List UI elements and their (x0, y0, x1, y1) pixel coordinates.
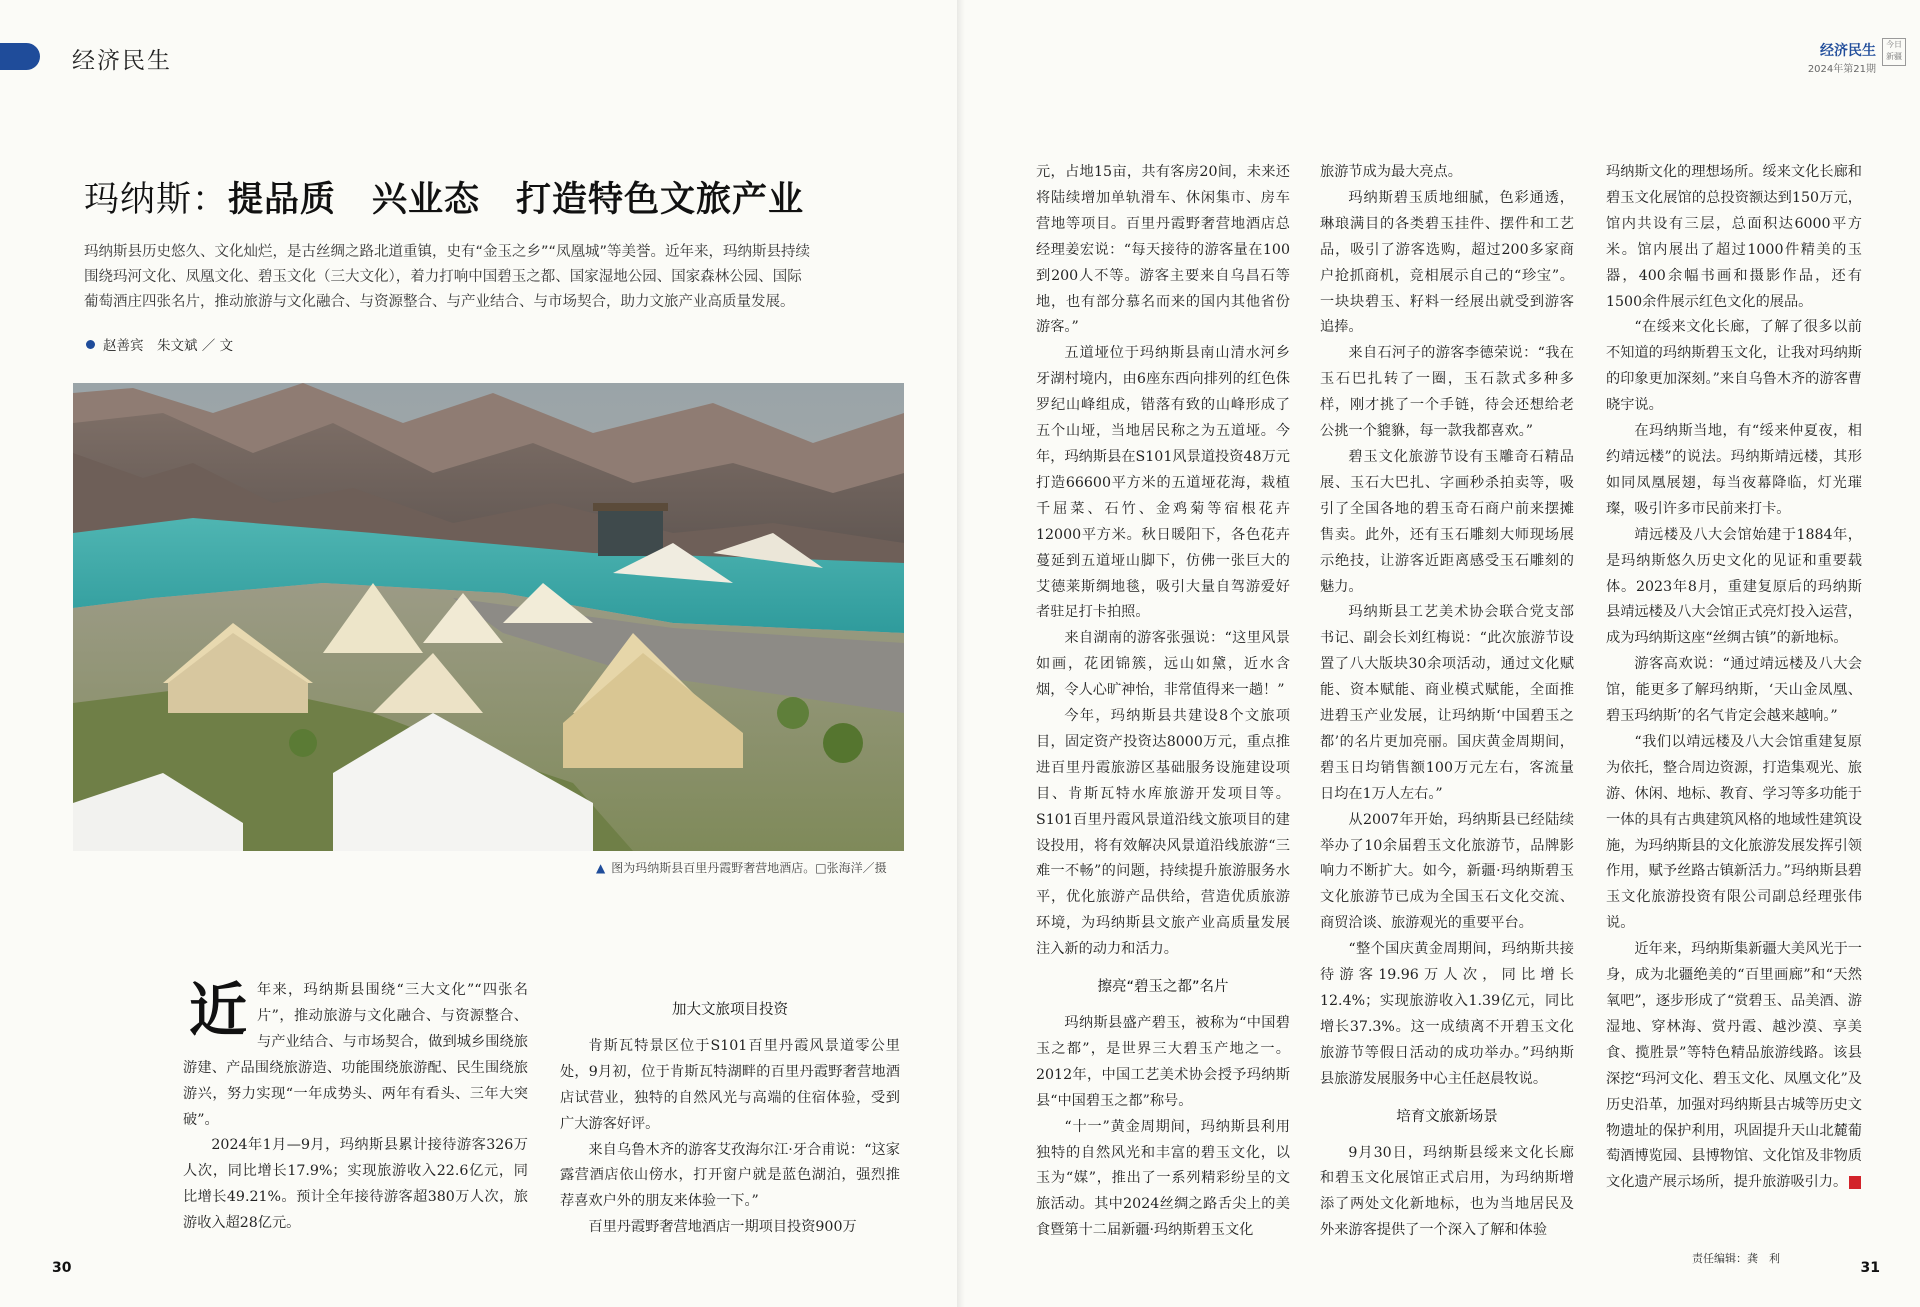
drop-cap: 近 (188, 976, 247, 1044)
paragraph: 靖远楼及八大会馆始建于1884年，是玛纳斯悠久历史文化的见证和重要载体。2023年8月，重建复原后的玛纳斯县靖远楼及八大会馆正式亮灯投入运营，成为玛纳斯这座“丝绸古镇”的新地标。 (1606, 526, 1862, 647)
text-column-2 (560, 998, 900, 1241)
paragraph: 玛纳斯碧玉质地细腻，色彩通透，琳琅满目的各类碧玉挂件、摆件和工艺品，吸引了游客选购，超过200多家商户抢抓商机，竞相展示自己的“珍宝”。一块块碧玉、籽料一经展出就受到游客追捧。 (1320, 189, 1574, 336)
paragraph: 游客高欢说：“通过靖远楼及八大会馆，能更多了解玛纳斯，‘天山金凤凰、碧玉玛纳斯’的名气肯定会越来越响。” (1606, 656, 1862, 725)
paragraph: 来自石河子的游客李德荣说：“我在玉石巴扎转了一圈，玉石款式多种多样，刚才挑了一个手链，待会还想给老公挑一个貔貅，每一款我都喜欢。” (1320, 345, 1574, 440)
issue-number: 2024年第21期 (1807, 64, 1876, 75)
end-mark-icon (1849, 1176, 1861, 1189)
paragraph: 来自湖南的游客张强说：“这里风景如画，花团锦簇，远山如黛，近水含烟，令人心旷神怡，非常值得来一趟！” (1036, 630, 1290, 699)
paragraph: 旅游节成为最大亮点。 (1320, 164, 1462, 180)
paragraph: 玛纳斯县工艺美术协会联合党支部书记、副会长刘红梅说：“此次旅游节设置了八大版块30余项活动，通过文化赋能、资本赋能、商业模式赋能，全面推进碧玉产业发展，让玛纳斯‘中国碧玉之都’的名片更加亮丽。国庆黄金周期间，碧玉日均销售额100万元左右，客流量日均在1万人左右。” (1320, 604, 1574, 802)
paragraph: 玛纳斯县盛产碧玉，被称为“中国碧玉之都”，是世界三大碧玉产地之一。2012年，中国工艺美术协会授予玛纳斯县“中国碧玉之都”称号。 (1036, 1015, 1290, 1109)
page-number-right: 31 (1860, 1260, 1880, 1276)
section-title-right: 经济民生 (1820, 43, 1876, 59)
header-right (1808, 40, 1876, 75)
paragraph: 9月30日，玛纳斯县绥来文化长廊和碧玉文化展馆正式启用，为玛纳斯增添了两处文化新地标，也为当地居民及外来游客提供了一个深入了解和体验 (1320, 1144, 1574, 1239)
subheading: 培育文旅新场景 (1396, 1108, 1498, 1125)
subheading: 擦亮“碧玉之都”名片 (1097, 979, 1229, 996)
paragraph: 元，占地15亩，共有客房20间，未来还将陆续增加单轨滑车、休闲集市、房车营地等项目。百里丹霞野奢营地酒店总经理姜宏说：“每天接待的游客量在100到200人不等。游客主要来自乌昌石等地，也有部分慕名而来的国内其他省份游客。” (1036, 164, 1290, 336)
article-title (84, 172, 804, 222)
text-column-3 (1036, 160, 1290, 1244)
byline (86, 334, 233, 354)
paragraph (1606, 937, 1862, 1196)
paragraph: 来自乌鲁木齐的游客艾孜海尔江·牙合甫说：“这家露营酒店依山傍水，打开窗户就是蓝色湖泊，强烈推荐喜欢户外的朋友来体验一下。” (560, 1141, 900, 1210)
glamping-camp-photo (73, 383, 904, 851)
paragraph: “十一”黄金周期间，玛纳斯县利用独特的自然风光和丰富的碧玉文化，以玉为“媒”，推出了一系列精彩纷呈的文旅活动。其中2024丝绸之路舌尖上的美食暨第十二届新疆·玛纳斯碧玉文化 (1036, 1118, 1290, 1239)
paragraph: 年来，玛纳斯县围绕“三大文化”“四张名片”，推动旅游与文化融合、与资源整合、与产业结合、与市场契合，做到城乡围绕旅游建、产品围绕旅游造、功能围绕旅游配、民生围绕旅游兴，努力实现“一年成势头、两年有看头、三年大突破”。 (183, 982, 528, 1128)
paragraph: 玛纳斯文化的理想场所。绥来文化长廊和碧玉文化展馆的总投资额达到150万元，馆内共设有三层，总面积达6000平方米。馆内展出了超过1000件精美的玉器，400余幅书画和摄影作品，还有1500余件展示红色文化的展品。 (1606, 164, 1862, 310)
article-lead: 玛纳斯县历史悠久、文化灿烂，是古丝绸之路北道重镇，史有“金玉之乡”“凤凰城”等美誉。近年来，玛纳斯县持续围绕玛河文化、凤凰文化、碧玉文化（三大文化），着力打响中国碧玉之都、国家湿地公园、国家森林公园、国际葡萄酒庄四张名片，推动旅游与文化融合、与资源整合、与产业结合、与市场契合，助力文旅产业高质量发展。 (84, 244, 811, 310)
magazine-logo (1882, 38, 1906, 66)
text-column-5 (1606, 160, 1862, 1196)
paragraph: “整个国庆黄金周期间，玛纳斯共接待游客19.96万人次，同比增长12.4%；实现旅游收入1.39亿元，同比增长37.3%。这一成绩离不开碧玉文化旅游节等假日活动的成功举办。”玛纳斯县旅游发展服务中心主任赵晨牧说。 (1320, 941, 1574, 1087)
responsible-editor: 责任编辑：龚 利 (1692, 1252, 1780, 1265)
paragraph: 肯斯瓦特景区位于S101百里丹霞风景道零公里处，9月初，位于肯斯瓦特湖畔的百里丹霞野奢营地酒店试营业，独特的自然风光与高端的住宿体验，受到广大游客好评。 (560, 1037, 900, 1132)
caption-triangle-icon: ▲ (596, 861, 606, 875)
section-title-left: 经济民生 (72, 48, 172, 74)
article-title-prefix: 玛纳斯： (84, 180, 229, 220)
article-title-main: 提品质 兴业态 打造特色文旅产业 (228, 180, 805, 220)
article-photo (73, 383, 904, 851)
byline-dot-icon (86, 340, 95, 349)
paragraph: 今年，玛纳斯县共建设8个文旅项目，固定资产投资达8000万元，重点推进百里丹霞旅游区基础服务设施建设项目、肯斯瓦特水库旅游开发项目等。S101百里丹霞风景道沿线文旅项目的建设投用，将有效解决风景道沿线旅游“三难一不畅”的问题，持续提升旅游服务水平，优化旅游产品供给，营造优质旅游环境，为玛纳斯县文旅产业高质量发展注入新的动力和活力。 (1036, 708, 1290, 958)
paragraph: 五道垭位于玛纳斯县南山清水河乡牙湖村境内，由6座东西向排列的红色侏罗纪山峰组成，错落有致的山峰形成了五个山垭，当地居民称之为五道垭。今年，玛纳斯县在S101风景道投资48万元打造66600平方米的五道垭花海，栽植千屈菜、石竹、金鸡菊等宿根花卉12000平方米。秋日暖阳下，各色花卉蔓延到五道垭山脚下，仿佛一张巨大的艾德莱斯绸地毯，吸引大量自驾游爱好者驻足打卡拍照。 (1036, 345, 1290, 621)
paragraph: 碧玉文化旅游节设有玉雕奇石精品展、玉石大巴扎、字画秒杀拍卖等，吸引了全国各地的碧玉奇石商户前来摆摊售卖。此外，还有玉石雕刻大师现场展示绝技，让游客近距离感受玉石雕刻的魅力。 (1320, 448, 1574, 595)
section-tab-marker (0, 43, 40, 70)
paragraph-text: 近年来，玛纳斯集新疆大美风光于一身，成为北疆绝美的“百里画廊”和“天然氧吧”，逐步形成了“赏碧玉、品美酒、游湿地、穿林海、赏丹霞、越沙漠、享美食、揽胜景”等特色精品旅游线路。该县深挖“玛河文化、碧玉文化、凤凰文化”及历史沿革，加强对玛纳斯县古城等历史文物遗址的保护利用，巩固提升天山北麓葡萄酒博览园、县博物馆、文化馆及非物质文化遗产展示场所，提升旅游吸引力。 (1606, 941, 1862, 1191)
page-number-left: 30 (52, 1260, 72, 1276)
byline-text: 赵善宾 朱文斌 ／ 文 (103, 338, 234, 354)
paragraph: 从2007年开始，玛纳斯县已经陆续举办了10余届碧玉文化旅游节，品牌影响力不断扩大。如今，新疆·玛纳斯碧玉文化旅游节已成为全国玉石文化交流、商贸洽谈、旅游观光的重要平台。 (1320, 811, 1574, 932)
photo-caption (596, 859, 887, 876)
paragraph: “在绥来文化长廊，了解了很多以前不知道的玛纳斯碧玉文化，让我对玛纳斯的印象更加深刻。”来自乌鲁木齐的游客曹晓宇说。 (1606, 319, 1862, 414)
text-column-4 (1320, 160, 1574, 1244)
text-column-1 (183, 978, 528, 1237)
paragraph: 在玛纳斯当地，有“绥来仲夏夜，相约靖远楼”的说法。玛纳斯靖远楼，其形如同凤凰展翅，每当夜幕降临，灯光璀璨，吸引许多市民前来打卡。 (1606, 423, 1862, 517)
subheading: 加大文旅项目投资 (672, 1002, 788, 1018)
magazine-logo-text: 今日新疆 (1886, 40, 1902, 61)
paragraph: “我们以靖远楼及八大会馆重建复原为依托，整合周边资源，打造集观光、旅游、休闲、地标、教育、学习等多功能于一体的具有古典建筑风格的地域性建筑设施，为玛纳斯县的文化旅游发展发挥引领作用，赋予丝路古镇新活力。”玛纳斯县碧玉文化旅游投资有限公司副总经理张伟说。 (1606, 733, 1862, 932)
photo-caption-text: 图为玛纳斯县百里丹霞野奢营地酒店。□张海洋／摄 (611, 861, 887, 875)
spread-gutter (957, 0, 965, 1307)
paragraph: 百里丹霞野奢营地酒店一期项目投资900万 (588, 1219, 857, 1236)
paragraph: 2024年1月—9月，玛纳斯县累计接待游客326万人次，同比增长17.9%；实现旅游收入22.6亿元，同比增长49.21%。预计全年接待游客超380万人次，旅游收入超28亿元。 (183, 1137, 528, 1232)
